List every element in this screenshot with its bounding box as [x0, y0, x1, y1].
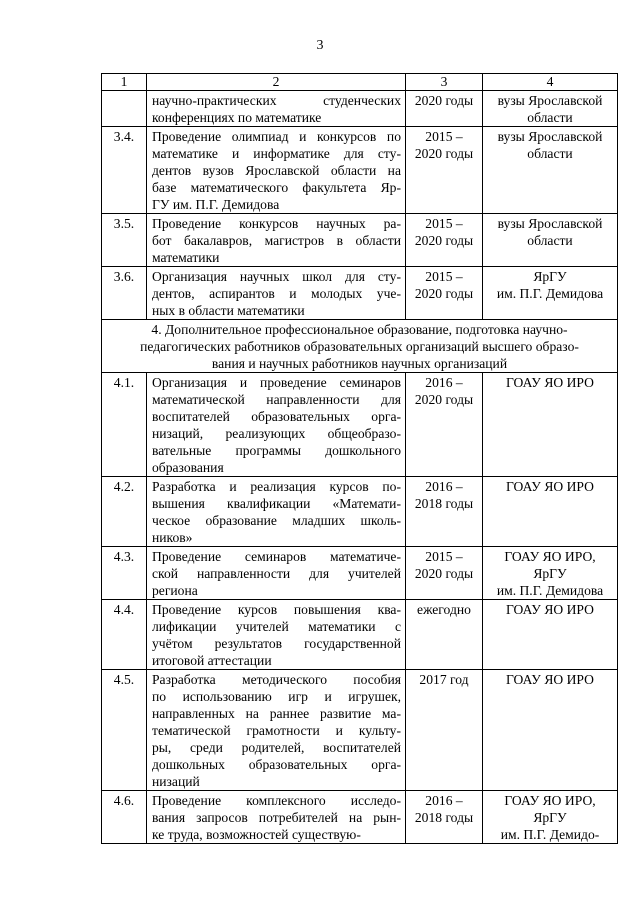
- row-number: 4.2.: [102, 477, 147, 547]
- header-col-4: 4: [483, 74, 618, 91]
- activity-description: [147, 600, 406, 670]
- table-row: [102, 547, 618, 600]
- table-row: [102, 91, 618, 127]
- responsible-cell: [483, 791, 618, 844]
- description-line: направленных на раннее развитие ма-: [152, 706, 401, 721]
- responsible-line: области: [527, 110, 573, 125]
- responsible-cell: [483, 373, 618, 477]
- deadline-line: 2016 –: [425, 375, 463, 390]
- description-line: региона: [152, 583, 198, 598]
- section-heading-line: 4. Дополнительное профессиональное образование, подготовка научно-: [151, 322, 568, 337]
- description-line: математики: [152, 250, 220, 265]
- responsible-line: им. П.Г. Демидова: [496, 286, 604, 301]
- responsible-line: ГОАУ ЯО ИРО: [506, 602, 594, 617]
- row-number: 3.4.: [102, 127, 147, 214]
- activity-description: [147, 373, 406, 477]
- row-number: 3.5.: [102, 214, 147, 267]
- deadline-cell: [406, 127, 483, 214]
- activity-description: [147, 127, 406, 214]
- description-line: ников»: [152, 530, 193, 545]
- responsible-line: ГОАУ ЯО ИРО: [506, 672, 594, 687]
- description-line: Проведение семинаров математиче-: [152, 549, 401, 564]
- responsible-line: вузы Ярославской: [497, 129, 603, 144]
- activity-description: [147, 477, 406, 547]
- deadline-line: 2020 годы: [414, 233, 474, 248]
- description-line: дошкольных образовательных орга-: [152, 757, 401, 772]
- responsible-cell: [483, 267, 618, 320]
- section-heading-line: вания и научных работников научных организаций: [211, 356, 508, 371]
- header-col-1: 1: [102, 74, 147, 91]
- activity-description: [147, 791, 406, 844]
- activity-description: [147, 267, 406, 320]
- description-line: Разработка методического пособия: [152, 672, 401, 687]
- deadline-cell: [406, 547, 483, 600]
- deadline-line: ежегодно: [417, 602, 471, 617]
- deadline-line: 2015 –: [425, 269, 463, 284]
- description-line: ных в области математики: [152, 303, 305, 318]
- description-line: бот бакалавров, магистров в области: [152, 233, 401, 248]
- responsible-cell: [483, 91, 618, 127]
- deadline-line: 2016 –: [425, 479, 463, 494]
- responsible-line: ЯрГУ: [533, 810, 567, 825]
- table-row: [102, 670, 618, 791]
- description-line: вания запросов потребителей на рын-: [152, 810, 401, 825]
- responsible-cell: [483, 600, 618, 670]
- table-row: [102, 791, 618, 844]
- table-row: [102, 127, 618, 214]
- table-row: [102, 373, 618, 477]
- responsible-line: ГОАУ ЯО ИРО: [506, 479, 594, 494]
- description-line: научно-практических студенческих: [152, 93, 401, 108]
- description-line: дентов вузов Ярославской области на: [152, 163, 401, 178]
- description-line: математике и информатике для сту-: [152, 146, 401, 161]
- deadline-line: 2016 –: [425, 793, 463, 808]
- responsible-line: ГОАУ ЯО ИРО: [506, 375, 594, 390]
- description-line: вательные программы дошкольного: [152, 443, 401, 458]
- responsible-line: ЯрГУ: [533, 269, 567, 284]
- deadline-line: 2018 годы: [414, 810, 474, 825]
- description-line: базе математического факультета Яр-: [152, 180, 401, 195]
- deadline-line: 2017 год: [419, 672, 469, 687]
- header-col-3: 3: [406, 74, 483, 91]
- description-line: Организация и проведение семинаров: [152, 375, 401, 390]
- deadline-line: 2015 –: [425, 549, 463, 564]
- activity-description: [147, 670, 406, 791]
- description-line: Проведение конкурсов научных ра-: [152, 216, 401, 231]
- table-header-row: [102, 74, 618, 91]
- page-number: 3: [316, 38, 324, 53]
- responsible-line: ГОАУ ЯО ИРО,: [504, 793, 596, 808]
- description-line: учётом результатов государственной: [152, 636, 401, 651]
- deadline-line: 2018 годы: [414, 496, 474, 511]
- responsible-cell: [483, 670, 618, 791]
- description-line: воспитателей образовательных орга-: [152, 409, 401, 424]
- responsible-line: ЯрГУ: [533, 566, 567, 581]
- description-line: Проведение комплексного исследо-: [152, 793, 401, 808]
- description-line: лификации учителей математики с: [152, 619, 401, 634]
- plan-table: [101, 73, 618, 844]
- activity-description: [147, 547, 406, 600]
- description-line: конференциях по математике: [152, 110, 322, 125]
- description-line: вышения квалификации «Математи-: [152, 496, 401, 511]
- responsible-cell: [483, 547, 618, 600]
- deadline-cell: [406, 791, 483, 844]
- responsible-line: области: [527, 146, 573, 161]
- description-line: дентов, аспирантов и молодых уче-: [152, 286, 401, 301]
- activity-description: [147, 91, 406, 127]
- deadline-cell: [406, 91, 483, 127]
- deadline-cell: [406, 600, 483, 670]
- deadline-line: 2020 годы: [414, 286, 474, 301]
- row-number: 4.6.: [102, 791, 147, 844]
- deadline-cell: [406, 670, 483, 791]
- deadline-line: 2020 годы: [414, 392, 474, 407]
- description-line: Проведение курсов повышения ква-: [152, 602, 401, 617]
- description-line: Организация научных школ для сту-: [152, 269, 401, 284]
- description-line: ГУ им. П.Г. Демидова: [152, 197, 280, 212]
- section-heading-row: [102, 320, 618, 373]
- description-line: ке труда, возможностей существую-: [152, 827, 361, 842]
- description-line: тематической грамотности и культу-: [152, 723, 401, 738]
- description-line: низаций, реализующих общеобразо-: [152, 426, 401, 441]
- deadline-cell: [406, 373, 483, 477]
- deadline-line: 2020 годы: [414, 566, 474, 581]
- deadline-cell: [406, 477, 483, 547]
- row-number: 4.3.: [102, 547, 147, 600]
- responsible-line: им. П.Г. Демидо-: [500, 827, 600, 842]
- responsible-cell: [483, 127, 618, 214]
- deadline-cell: [406, 267, 483, 320]
- row-number: 3.6.: [102, 267, 147, 320]
- responsible-line: ГОАУ ЯО ИРО,: [504, 549, 596, 564]
- description-line: ской направленности для учителей: [152, 566, 401, 581]
- description-line: Проведение олимпиад и конкурсов по: [152, 129, 401, 144]
- deadline-line: 2020 годы: [414, 146, 474, 161]
- header-col-2: 2: [147, 74, 406, 91]
- table-row: [102, 214, 618, 267]
- responsible-line: вузы Ярославской: [497, 93, 603, 108]
- responsible-cell: [483, 477, 618, 547]
- table-row: [102, 267, 618, 320]
- section-heading: [102, 320, 618, 373]
- row-number: [102, 91, 147, 127]
- table-row: [102, 477, 618, 547]
- description-line: итоговой аттестации: [152, 653, 272, 668]
- description-line: по использованию игр и игрушек,: [152, 689, 401, 704]
- responsible-line: области: [527, 233, 573, 248]
- table-row: [102, 600, 618, 670]
- responsible-line: вузы Ярославской: [497, 216, 603, 231]
- deadline-cell: [406, 214, 483, 267]
- activity-description: [147, 214, 406, 267]
- responsible-cell: [483, 214, 618, 267]
- row-number: 4.4.: [102, 600, 147, 670]
- description-line: Разработка и реализация курсов по-: [152, 479, 401, 494]
- description-line: ры, среди родителей, воспитателей: [152, 740, 401, 755]
- responsible-line: им. П.Г. Демидова: [496, 583, 604, 598]
- row-number: 4.1.: [102, 373, 147, 477]
- row-number: 4.5.: [102, 670, 147, 791]
- deadline-line: 2015 –: [425, 129, 463, 144]
- description-line: ческое образование младших школь-: [152, 513, 401, 528]
- deadline-line: 2020 годы: [414, 93, 474, 108]
- section-heading-line: педагогических работников образовательных организаций высшего образо-: [140, 339, 579, 354]
- description-line: математической направленности для: [152, 392, 401, 407]
- deadline-line: 2015 –: [425, 216, 463, 231]
- description-line: образования: [152, 460, 224, 475]
- description-line: низаций: [152, 774, 200, 789]
